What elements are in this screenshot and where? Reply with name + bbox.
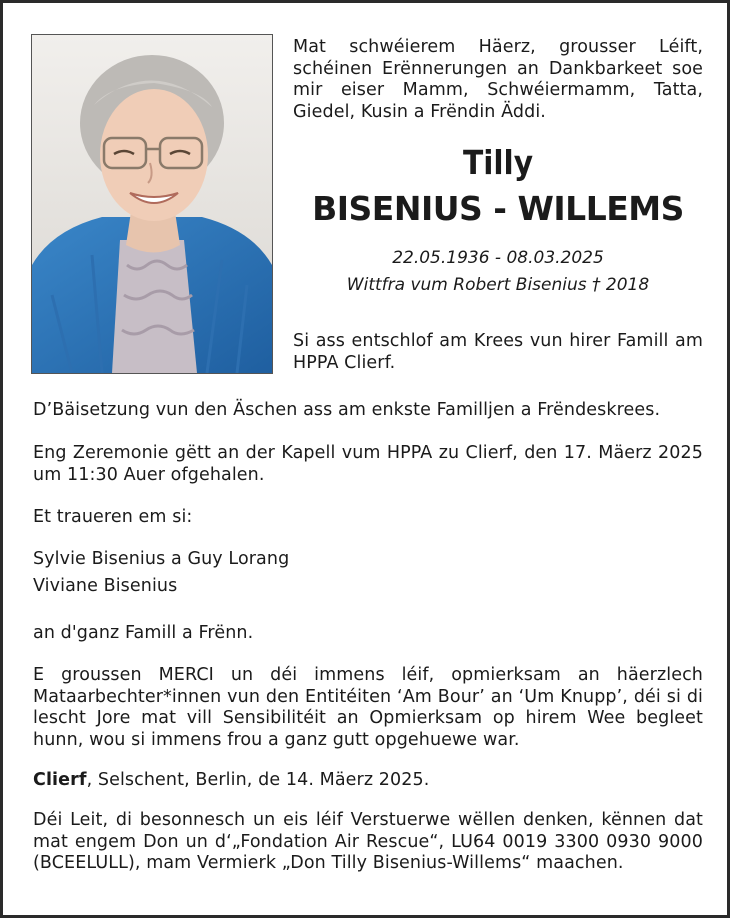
burial-text: D’Bäisetzung vun den Äschen ass am enkste Familljen a Frëndeskrees.	[33, 400, 661, 420]
intro-text: Mat schwéierem Häerz, grousser Léift, schéinen Erënnerungen an Dankbarkeet soe mir eiser Mamm, Schwéiermamm, Tatta, Giedel, Kusin a Frëndin Äddi.	[293, 37, 703, 122]
life-dates-block	[293, 245, 703, 299]
place-date	[33, 770, 703, 792]
mourner-item: Viviane Bisenius	[33, 576, 178, 596]
mourners-list	[33, 546, 703, 600]
place-date-rest: , Selschent, Berlin, de 14. Mäerz 2025.	[86, 770, 430, 790]
donation-text: Déi Leit, di besonnesch un eis léif Verstuerwe wëllen denken, kënnen dat mat engem Don un d‘„Fondation Air Rescue“, LU64 0019 3300 0930 9000 (BCEELULL), mam Vermierk „Don Tilly Bisenius-Willems“ maachen.	[33, 810, 703, 873]
portrait-photo	[31, 34, 273, 374]
deceased-first-name: Tilly	[462, 143, 534, 182]
lifespan: 22.05.1936 - 08.03.2025	[392, 248, 604, 268]
mourners-heading: Et traueren em si:	[33, 507, 193, 527]
deceased-family-name: BISENIUS - WILLEMS	[312, 189, 684, 228]
place-name: Clierf	[33, 770, 87, 790]
widow-of: Wittfra vum Robert Bisenius † 2018	[346, 275, 650, 295]
ceremony-text: Eng Zeremonie gëtt an der Kapell vum HPPA zu Clierf, den 17. Mäerz 2025 um 11:30 Auer ofgehalen.	[33, 443, 703, 485]
mourner-item: Sylvie Bisenius a Guy Lorang	[33, 549, 290, 569]
passing-text: Si ass entschlof am Krees vun hirer Famill am HPPA Clierf.	[293, 331, 703, 373]
family-line: an d'ganz Famill a Frënn.	[33, 623, 254, 643]
thanks-text: E groussen MERCI un déi immens léif, opmierksam an häerzlech Mataarbechter*innen vun den Entitéiten ‘Am Bour’ an ‘Um Knupp’, déi si di lescht Jore mat vill Sensibilitéit an Opmierksam op hirem Wee begleet hunn, wou si immens frou a ganz gutt opgehuewe war.	[33, 665, 703, 750]
